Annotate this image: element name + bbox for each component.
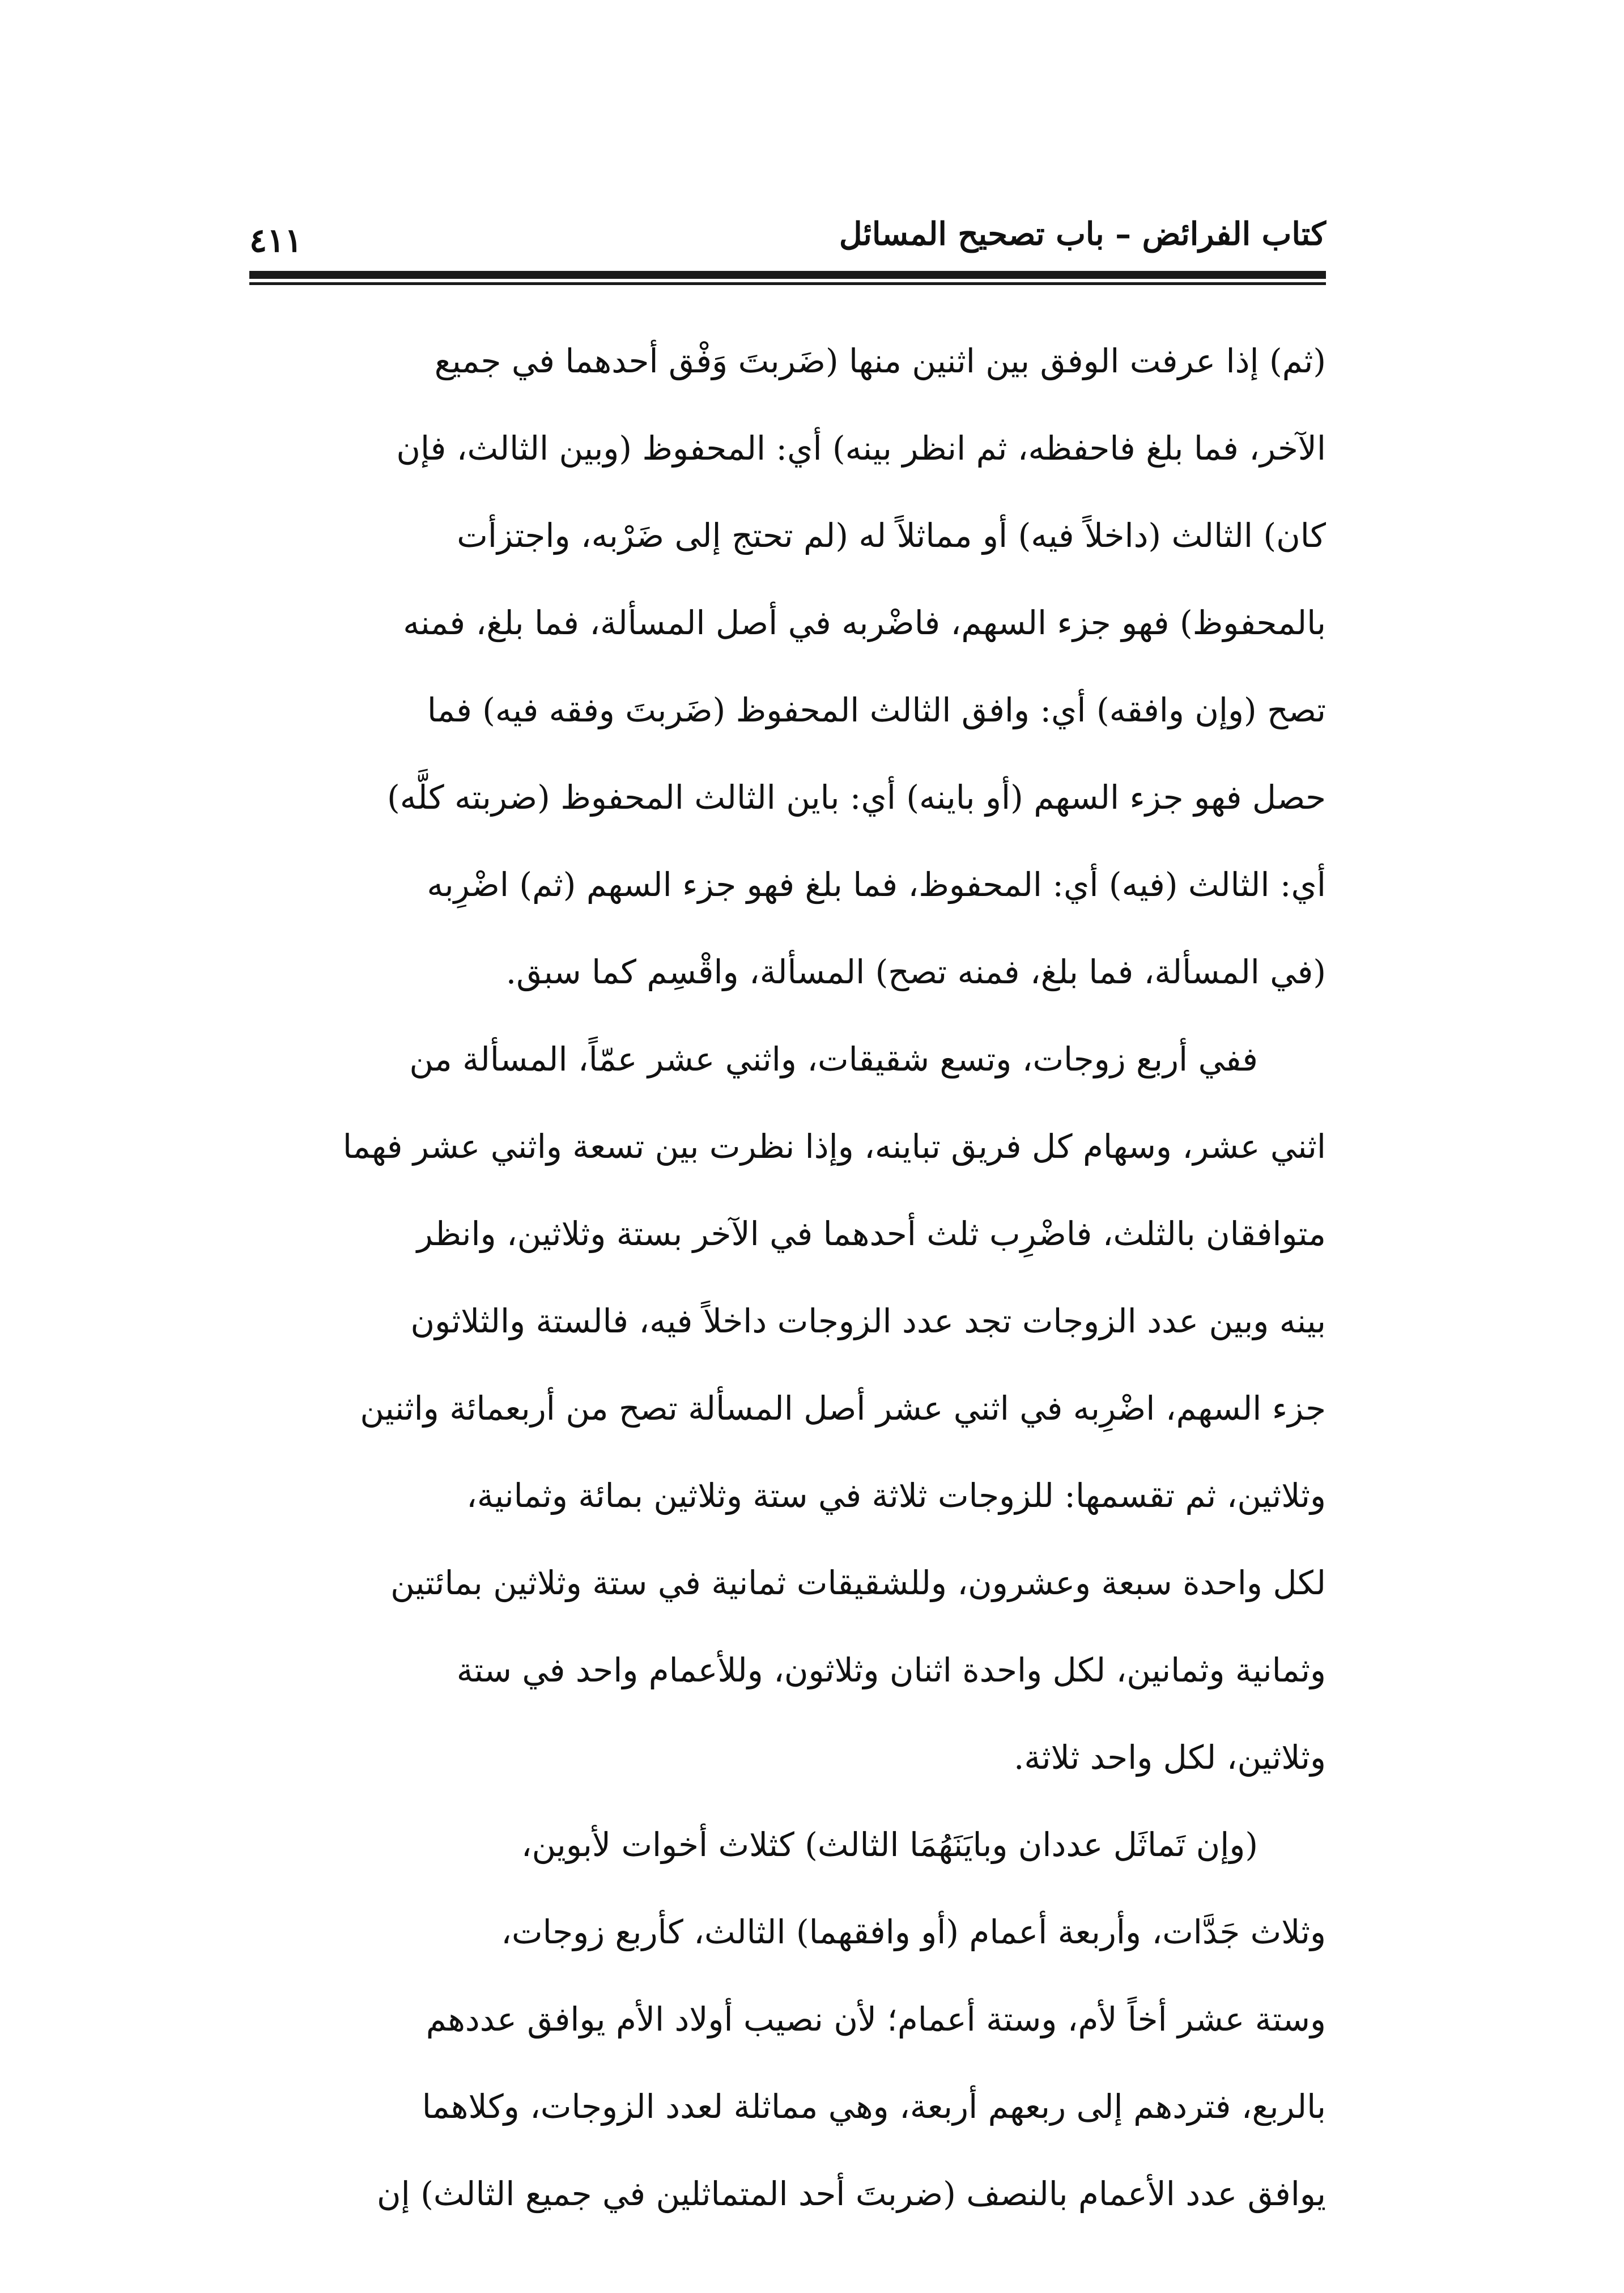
text-line: الآخر، فما بلغ فاحفظه، ثم انظر بينه) أي: المحفوظ (وبين الثالث، فإن	[396, 429, 1326, 468]
text-line: يوافق عدد الأعمام بالنصف (ضربتَ أحد المتماثلين في جميع الثالث) إن	[377, 2175, 1326, 2213]
body-text	[249, 317, 1326, 2237]
text-line: (في المسألة، فما بلغ، فمنه تصح) المسألة، واقْسِم كما سبق.	[505, 953, 1326, 991]
text-line: ففي أربع زوجات، وتسع شقيقات، واثني عشر عمّاً، المسألة من	[409, 1040, 1258, 1078]
text-line: بالربع، فتردهم إلى ربعهم أربعة، وهي مماثلة لعدد الزوجات، وكلاهما	[422, 2087, 1326, 2126]
text-line: أي: الثالث (فيه) أي: المحفوظ، فما بلغ فهو جزء السهم (ثم) اضْرِبه	[427, 865, 1326, 904]
text-line: وستة عشر أخاً لأم، وستة أعمام؛ لأن نصيب أولاد الأم يوافق عددهم	[426, 2000, 1326, 2039]
text-line: (ثم) إذا عرفت الوفق بين اثنين منها (ضَربتَ وَفْق أحدهما في جميع	[434, 342, 1326, 380]
running-title: كتاب الفرائض – باب تصحيح المسائل	[839, 215, 1326, 253]
text-line: تصح (وإن وافقه) أي: وافق الثالث المحفوظ (ضَربتَ وفقه فيه) فما	[427, 691, 1326, 729]
text-line: وثلاثين، ثم تقسمها: للزوجات ثلاثة في ستة وثلاثين بمائة وثمانية،	[466, 1476, 1326, 1515]
text-line: متوافقان بالثلث، فاضْرِب ثلث أحدهما في الآخر بستة وثلاثين، وانظر	[416, 1215, 1326, 1253]
page-number: ٤١١	[249, 221, 303, 260]
text-line: اثني عشر، وسهام كل فريق تباينه، وإذا نظرت بين تسعة واثني عشر فهما	[342, 1127, 1326, 1166]
text-line: بينه وبين عدد الزوجات تجد عدد الزوجات داخلاً فيه، فالستة والثلاثون	[410, 1302, 1326, 1340]
text-line: بالمحفوظ) فهو جزء السهم، فاضْربه في أصل المسألة، فما بلغ، فمنه	[403, 604, 1326, 642]
header-rule-thick	[249, 271, 1326, 279]
text-line: جزء السهم، اضْرِبه في اثني عشر أصل المسألة تصح من أربعمائة واثنين	[360, 1389, 1326, 1428]
text-line: وثلاثين، لكل واحد ثلاثة.	[1013, 1738, 1326, 1777]
text-line: (وإن تَماثَل عددان وبايَنَهُمَا الثالث) كثلاث أخوات لأبوين،	[521, 1825, 1258, 1864]
text-line: حصل فهو جزء السهم (أو باينه) أي: باين الثالث المحفوظ (ضربته كلَّه)	[387, 778, 1326, 817]
text-line: وثمانية وثمانين، لكل واحدة اثنان وثلاثون، وللأعمام واحد في ستة	[456, 1651, 1326, 1689]
header-rule-thin	[249, 282, 1326, 285]
text-line: كان) الثالث (داخلاً فيه) أو مماثلاً له (لم تحتج إلى ضَرْبه، واجتزأت	[457, 516, 1326, 555]
text-line: وثلاث جَدَّات، وأربعة أعمام (أو وافقهما) الثالث، كأربع زوجات،	[501, 1913, 1326, 1951]
page-header	[249, 204, 1326, 266]
text-line: لكل واحدة سبعة وعشرون، وللشقيقات ثمانية في ستة وثلاثين بمائتين	[390, 1564, 1326, 1602]
